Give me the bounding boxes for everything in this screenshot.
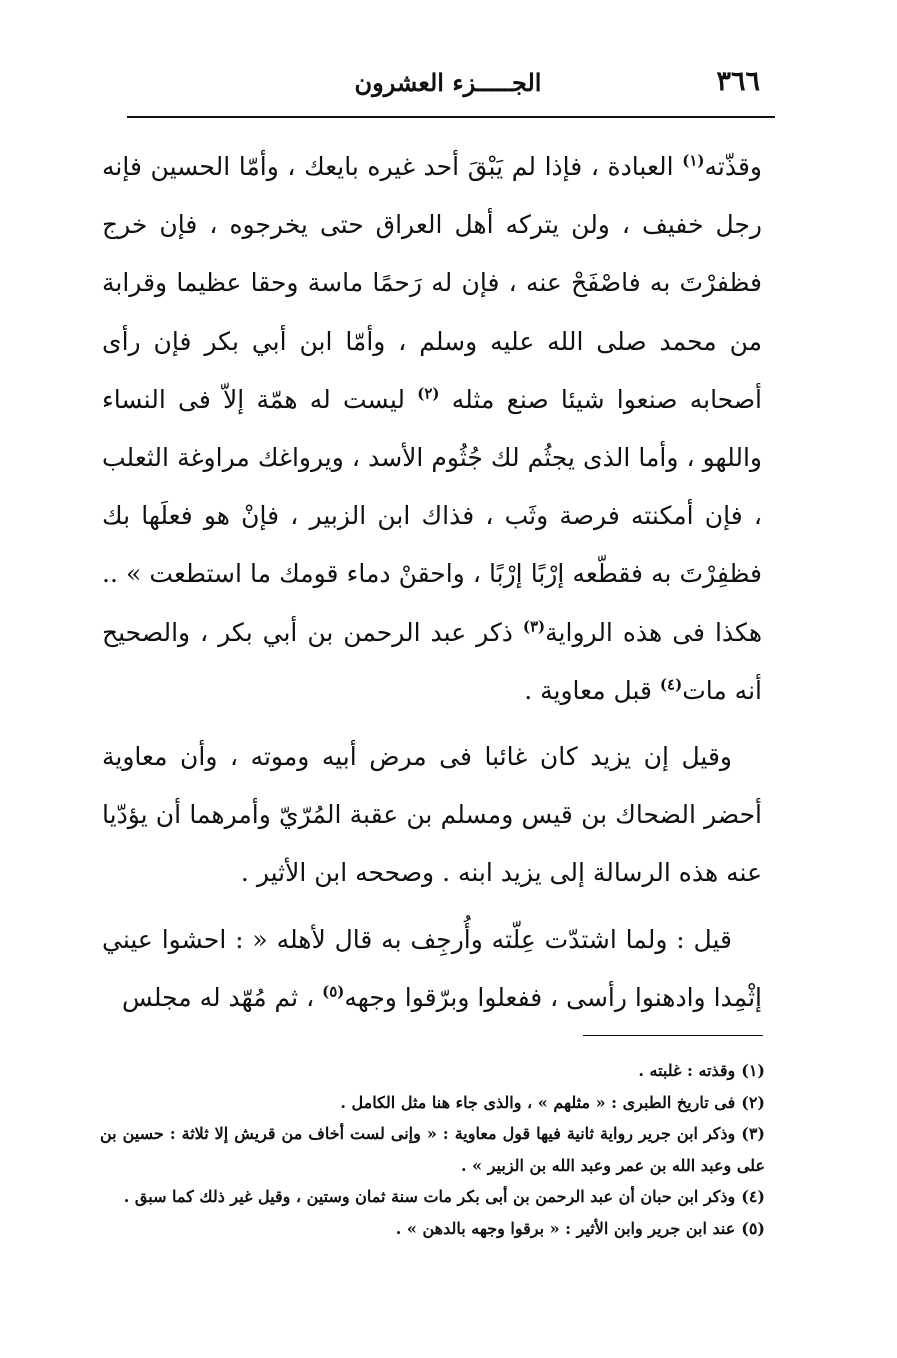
- footnote-number: (١): [741, 1061, 765, 1080]
- paragraph-1: [102, 138, 762, 720]
- footnote-marker-2: (٢): [417, 384, 440, 403]
- footnote-5: [100, 1213, 765, 1245]
- footnote-marker-3: (٣): [522, 617, 546, 636]
- footnote-rule: [583, 1035, 763, 1036]
- footnote-text: وذكر ابن حبان أن عبد الرحمن بن أبى بكر مات سنة ثمان وستين ، وقيل غير ذلك كما سبق .: [123, 1187, 736, 1206]
- footnote-marker-5: (٥): [322, 982, 345, 1001]
- main-text: [102, 138, 762, 1027]
- footnote-4: [100, 1181, 765, 1213]
- footnote-1: [100, 1055, 765, 1087]
- footnote-2: [100, 1087, 765, 1119]
- footnotes: [100, 1055, 765, 1244]
- text-run: ، ثم مُهّد له مجلس: [121, 982, 323, 1012]
- footnote-number: (٢): [741, 1092, 765, 1112]
- footnote-number: (٥): [741, 1218, 765, 1238]
- text-run: ذكر عبد الرحمن بن أبي بكر ، والصحيح أنه مات: [102, 617, 762, 705]
- footnote-number: (٤): [741, 1187, 765, 1206]
- page-number: ٣٦٦: [716, 66, 760, 97]
- footnote-text: وذكر ابن جرير رواية ثانية فيها قول معاوية : « وإنى لست أخاف من قريش إلا ثلاثة : حسين بن على وعبد الله بن عمر وعبد الله بن الزبير » .: [100, 1124, 765, 1175]
- text-run: قبل معاوية .: [524, 675, 660, 705]
- text-run: ليست له همّة إلاّ فى النساء واللهو ، وأما الذى يجثُم لك جُثُوم الأسد ، ويرواغك مراوغة الثعلب ، فإن أمكنته فرصة وثَب ، فذاك ابن الزبير ، فإنْ هو فعلَها بك فظفِرْتَ به فقطّعه إرْبًا إرْبًا ، واحقنْ دماء قومك ما استطعت » .. هكذا فى هذه الرواية: [102, 384, 762, 647]
- paragraph-2: وقيل إن يزيد كان غائبا فى مرض أبيه وموته ، وأن معاوية أحضر الضحاك بن قيس ومسلم بن عقبة المُرّيّ وأمرهما أن يؤدّيا عنه هذه الرسالة إلى يزيد ابنه . وصححه ابن الأثير .: [102, 742, 762, 888]
- footnote-marker-1: (١): [682, 151, 705, 170]
- text-run: وقذّته: [704, 152, 762, 181]
- text-run: العبادة ، فإذا لم يَبْقَ أحد غيره بايعك ، وأمّا الحسين فإنه رجل خفيف ، ولن يتركه أهل العراق حتى يخرجوه ، فإن خرج فظفرْتَ به فاصْفَحْ عنه ، فإن له رَحمًا ماسة وحقا عظيما وقرابة من محمد صلى الله عليه وسلم ، وأمّا ابن أبي بكر فإن رأى أصحابه صنعوا شيئا صنع مثله: [102, 152, 762, 414]
- running-title: الجـــــزء العشرون: [354, 68, 542, 97]
- text-run: قيل : ولما اشتدّت عِلّته وأُرجِف به قال لأهله « : احشوا عيني إثْمِدا وادهنوا رأسى ، ففعلوا وبرّقوا وجهه: [102, 924, 762, 1012]
- footnote-text: فى تاريخ الطبرى : « مثلهم » ، والذى جاء هنا مثل الكامل .: [340, 1092, 736, 1112]
- paragraph-3: [102, 911, 762, 1027]
- header-rule: [127, 116, 775, 118]
- footnote-text: وقذته : غلبته .: [638, 1061, 736, 1080]
- footnote-text: عند ابن جرير وابن الأثير : « برقوا وجهه بالدهن » .: [395, 1218, 736, 1238]
- footnote-marker-4: (٤): [659, 675, 683, 694]
- page-header: [128, 66, 768, 108]
- footnote-3: [100, 1118, 765, 1181]
- footnote-number: (٣): [741, 1124, 765, 1143]
